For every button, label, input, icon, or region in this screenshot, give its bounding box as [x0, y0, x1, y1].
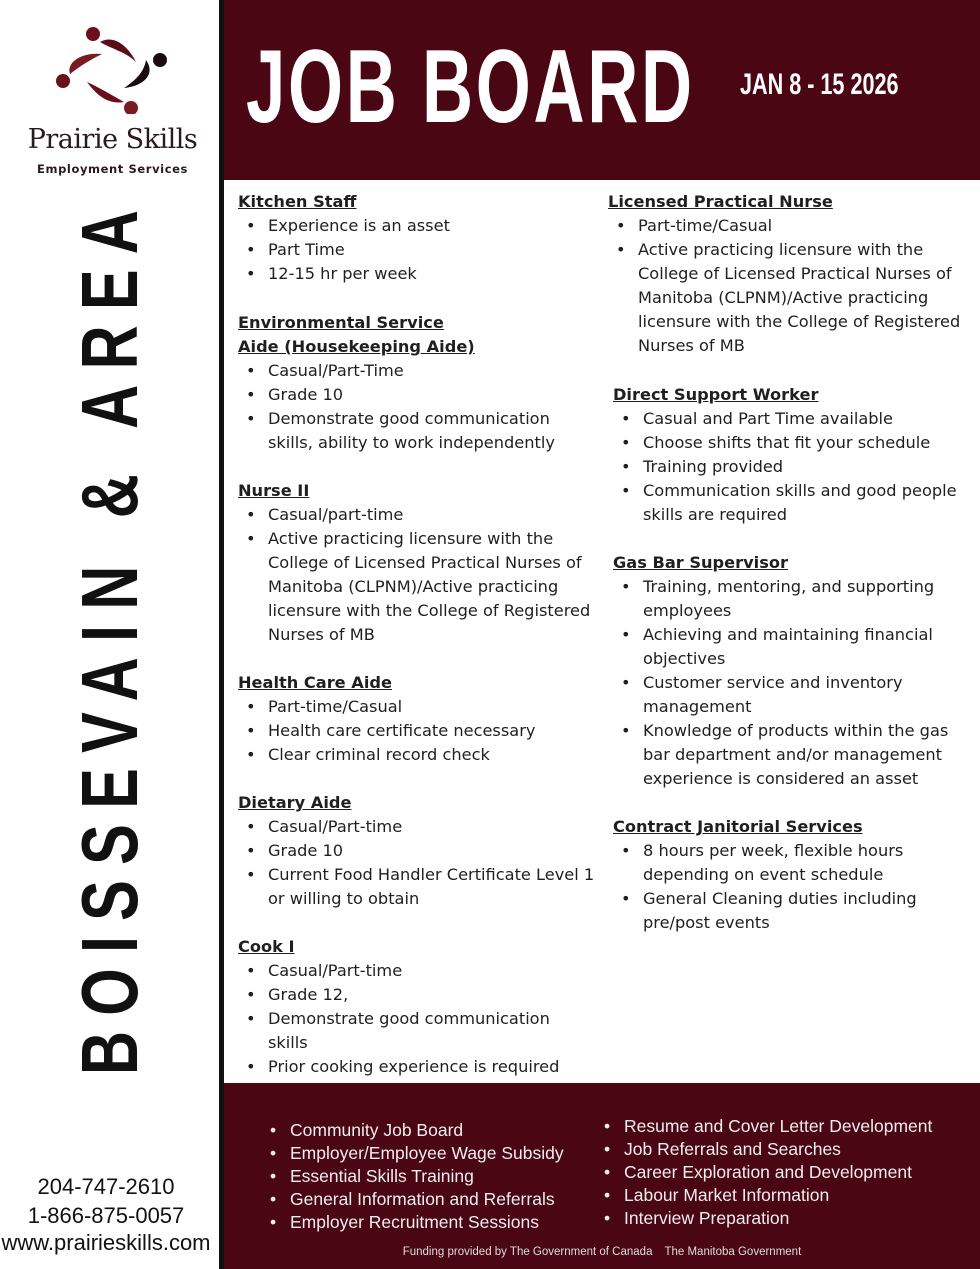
- job-requirements: [238, 815, 608, 911]
- job-title: Dietary Aide: [238, 793, 352, 812]
- brand-subtitle: Employment Services: [37, 162, 188, 176]
- job-posting: [238, 311, 578, 455]
- requirement-item: • Casual/Part-Time: [238, 359, 578, 383]
- requirement-item: • Prior cooking experience is required: [238, 1055, 588, 1079]
- requirement-item: • Demonstrate good communication skills, ability to work independently: [238, 407, 578, 455]
- job-posting: [238, 671, 598, 767]
- job-posting: [238, 479, 608, 647]
- requirement-item: • Training, mentoring, and supporting employees: [613, 575, 968, 623]
- requirement-item: • Current Food Handler Certificate Level 1 or willing to obtain: [238, 863, 608, 911]
- requirement-item: • Casual/part-time: [238, 503, 608, 527]
- job-requirements: [238, 959, 588, 1079]
- job-title: Health Care Aide: [238, 673, 392, 692]
- job-requirements: [238, 359, 578, 455]
- requirement-item: • 12-15 hr per week: [238, 262, 598, 286]
- requirement-item: • Active practicing licensure with the College of Licensed Practical Nurses of Manitoba (CLPNM)/Active practicing licensure with the College of Registered Nurses of MB: [608, 238, 968, 358]
- job-title: Environmental Service Aide (Housekeeping Aide): [238, 313, 475, 356]
- requirement-item: • Knowledge of products within the gas bar department and/or management experience is considered an asset: [613, 719, 968, 791]
- requirement-item: • Communication skills and good people skills are required: [613, 479, 973, 527]
- job-requirements: [238, 214, 598, 286]
- requirement-item: • Casual and Part Time available: [613, 407, 973, 431]
- job-title: Direct Support Worker: [613, 385, 819, 404]
- job-posting: [238, 935, 588, 1079]
- service-item: • Employer Recruitment Sessions: [268, 1211, 564, 1234]
- page-title: JOB BOARD: [246, 29, 695, 145]
- requirement-item: • Demonstrate good communication skills: [238, 1007, 588, 1055]
- requirement-item: • Clear criminal record check: [238, 743, 598, 767]
- funding-note: Funding provided by The Government of Canada The Manitoba Government: [402, 1246, 802, 1258]
- job-posting: [613, 815, 953, 935]
- job-title: Gas Bar Supervisor: [613, 553, 788, 572]
- job-title: Nurse II: [238, 481, 310, 500]
- job-requirements: [613, 575, 968, 791]
- tollfree-number[interactable]: 1-866-875-0057: [27, 1203, 185, 1228]
- job-posting: [613, 551, 968, 791]
- job-title: Kitchen Staff: [238, 192, 357, 211]
- job-requirements: [238, 695, 598, 767]
- requirement-item: • 8 hours per week, flexible hours depending on event schedule: [613, 839, 953, 887]
- requirement-item: • Customer service and inventory management: [613, 671, 968, 719]
- service-item: • Community Job Board: [268, 1119, 564, 1142]
- sidebar-divider: [219, 0, 224, 1269]
- requirement-item: • Achieving and maintaining financial objectives: [613, 623, 968, 671]
- service-item: • Employer/Employee Wage Subsidy: [268, 1142, 564, 1165]
- service-item: • Labour Market Information: [602, 1184, 932, 1207]
- requirement-item: • Part Time: [238, 238, 598, 262]
- service-item: • Essential Skills Training: [268, 1165, 564, 1188]
- services-footer: [224, 1083, 980, 1269]
- requirement-item: • General Cleaning duties including pre/post events: [613, 887, 953, 935]
- job-requirements: [613, 407, 973, 527]
- job-posting: [613, 383, 973, 527]
- requirement-item: • Grade 10: [238, 383, 578, 407]
- requirement-item: • Choose shifts that fit your schedule: [613, 431, 973, 455]
- requirement-item: • Health care certificate necessary: [238, 719, 598, 743]
- services-list-right: [602, 1115, 932, 1230]
- service-item: • Interview Preparation: [602, 1207, 932, 1230]
- job-title: Contract Janitorial Services: [613, 817, 863, 836]
- requirement-item: • Active practicing licensure with the College of Licensed Practical Nurses of Manitoba (CLPNM)/Active practicing licensure with the College of Registered Nurses of MB: [238, 527, 608, 647]
- requirement-item: • Training provided: [613, 455, 973, 479]
- brand-name: Prairie Skills: [27, 124, 198, 155]
- job-requirements: [238, 503, 608, 647]
- service-item: • Resume and Cover Letter Development: [602, 1115, 932, 1138]
- job-posting: [238, 190, 598, 286]
- job-title: Licensed Practical Nurse: [608, 192, 833, 211]
- job-title: Cook I: [238, 937, 295, 956]
- requirement-item: • Grade 12,: [238, 983, 588, 1007]
- job-posting: [238, 791, 608, 911]
- requirement-item: • Casual/Part-time: [238, 959, 588, 983]
- requirement-item: • Part-time/Casual: [238, 695, 598, 719]
- services-list-left: [268, 1119, 564, 1234]
- date-range: JAN 8 - 15 2026: [740, 68, 899, 101]
- job-requirements: [613, 839, 953, 935]
- location-vertical-title: BOISSEVAIN & AREA: [65, 194, 154, 1076]
- website-link[interactable]: www.prairieskills.com: [1, 1230, 211, 1255]
- requirement-item: • Part-time/Casual: [608, 214, 968, 238]
- service-item: • Career Exploration and Development: [602, 1161, 932, 1184]
- job-posting: [608, 190, 968, 358]
- service-item: • Job Referrals and Searches: [602, 1138, 932, 1161]
- requirement-item: • Grade 10: [238, 839, 608, 863]
- service-item: • General Information and Referrals: [268, 1188, 564, 1211]
- requirement-item: • Casual/Part-time: [238, 815, 608, 839]
- job-requirements: [608, 214, 968, 358]
- phone-number[interactable]: 204-747-2610: [37, 1174, 175, 1199]
- requirement-item: • Experience is an asset: [238, 214, 598, 238]
